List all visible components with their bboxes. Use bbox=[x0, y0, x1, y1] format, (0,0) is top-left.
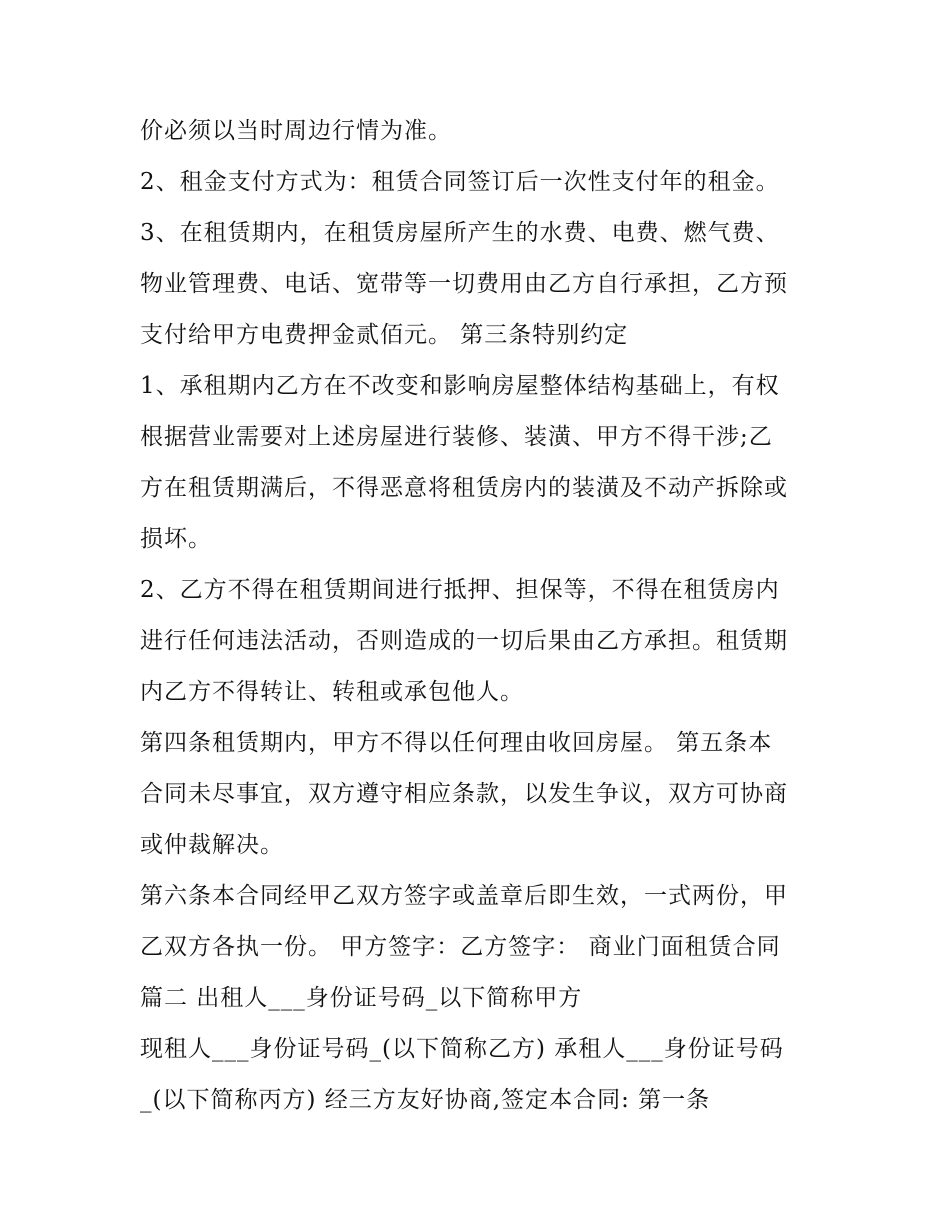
contract-text bbox=[140, 106, 840, 1126]
text-line: 损坏。 bbox=[140, 526, 212, 552]
text-line: 物业管理费、电话、宽带等一切费用由乙方自行承担，乙方预 bbox=[140, 271, 788, 297]
text-line: 3、在租赁期内，在租赁房屋所产生的水费、电费、燃气费、 bbox=[140, 220, 780, 246]
text-line: 合同未尽事宜，双方遵守相应条款，以发生争议，双方可协商 bbox=[140, 781, 788, 807]
text-line: 方在租赁期满后，不得恶意将租赁房内的装潢及不动产拆除或 bbox=[140, 475, 788, 501]
text-line: 根据营业需要对上述房屋进行装修、装潢、甲方不得干涉;乙 bbox=[140, 424, 773, 450]
text-line: 第六条本合同经甲乙双方签字或盖章后即生效，一式两份，甲 bbox=[140, 883, 788, 909]
text-line: 2、乙方不得在租赁期间进行抵押、担保等，不得在租赁房内 bbox=[140, 577, 780, 603]
text-line: 1、承租期内乙方在不改变和影响房屋整体结构基础上，有权 bbox=[140, 373, 780, 399]
text-line: 篇二 出租人___身份证号码_以下简称甲方 bbox=[140, 985, 583, 1011]
text-line: _(以下简称丙方) 经三方友好协商,签定本合同: 第一条 bbox=[140, 1087, 711, 1113]
text-line: 支付给甲方电费押金贰佰元。 第三条特别约定 bbox=[140, 322, 629, 348]
text-line: 进行任何违法活动，否则造成的一切后果由乙方承担。租赁期 bbox=[140, 628, 788, 654]
text-line: 价必须以当时周边行情为准。 bbox=[140, 118, 452, 144]
text-line: 2、租金支付方式为：租赁合同签订后一次性支付年的租金。 bbox=[140, 169, 780, 195]
text-line: 内乙方不得转让、转租或承包他人。 bbox=[140, 679, 524, 705]
text-line: 第四条租赁期内，甲方不得以任何理由收回房屋。 第五条本 bbox=[140, 730, 773, 756]
text-line: 现租人___身份证号码_(以下简称乙方) 承租人___身份证号码 bbox=[140, 1036, 784, 1062]
text-line: 乙双方各执一份。 甲方签字：乙方签字： 商业门面租赁合同 bbox=[140, 934, 781, 960]
text-line: 或仲裁解决。 bbox=[140, 832, 284, 858]
